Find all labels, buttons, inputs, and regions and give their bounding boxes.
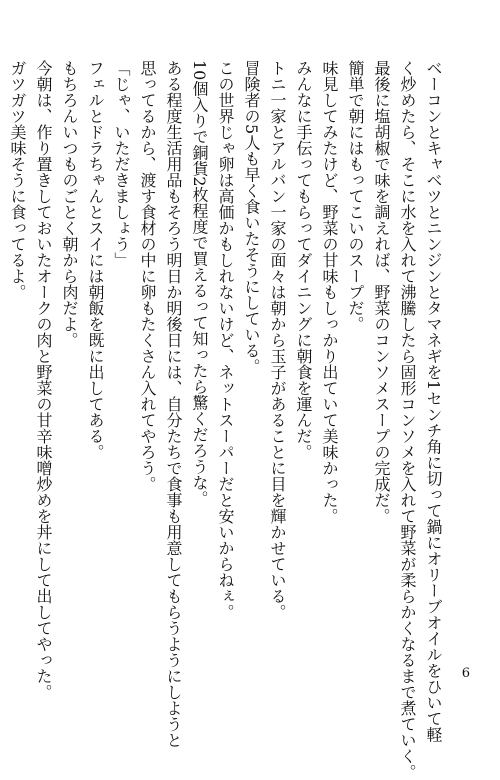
text-line: フェルとドラちゃんとスイには朝飯を既に出してある。 xyxy=(86,60,105,460)
text-line: 冒険者の5人も早く食いたそうにしている。 xyxy=(242,60,261,375)
text-line: 思ってるから、渡す食材の中に卵もたくさん入れてやろう。 xyxy=(138,60,157,492)
text-line: みんなに手伝ってもらってダイニングに朝食を運んだ。 xyxy=(294,60,313,460)
text-line: 味見してみたけど、野菜の甘味もしっかり出ていて美味かった。 xyxy=(320,60,339,524)
text-line: ある程度生活用品もそろう明日か明後日には、自分たちで食事も用意してもらうようにしようと xyxy=(164,60,183,748)
text-line: 簡単で朝にはもってこいのスープだ。 xyxy=(346,60,365,332)
text-line: 「じゃ、いただきましょう」 xyxy=(112,60,131,268)
text-line: 最後に塩胡椒で味を調えれば、野菜のコンソメスープの完成だ。 xyxy=(372,60,391,524)
text-line: トニ一家とアルバン一家の面々は朝から玉子があることに目を輝かせている。 xyxy=(268,60,287,620)
text-line: 10個入りで銅貨2枚程度で買えるって知ったら驚くだろうな。 xyxy=(190,60,209,507)
text-line: この世界じゃ卵は高価かもしれないけど、ネットスーパーだと安いからねぇ。 xyxy=(216,60,235,620)
page-number: 6 xyxy=(461,666,470,681)
text-line: ベーコンとキャベツとニンジンとタマネギを1センチ角に切って鍋にオリーブオイルをひいて軽 xyxy=(424,60,443,743)
text-line: もちろんいつものごとく朝から肉だよ。 xyxy=(60,60,79,348)
text-line: 今朝は、作り置きしておいたオークの肉と野菜の甘辛味噌炒めを丼にして出してやった。 xyxy=(34,60,53,700)
text-line: く炒めたら、そこに水を入れて沸騰したら固形コンソメを入れて野菜が柔らかくなるまで煮ていく。 xyxy=(398,60,417,780)
vertical-text-body xyxy=(8,60,446,780)
text-line: ガツガツ美味そうに食ってるよ。 xyxy=(8,60,27,300)
